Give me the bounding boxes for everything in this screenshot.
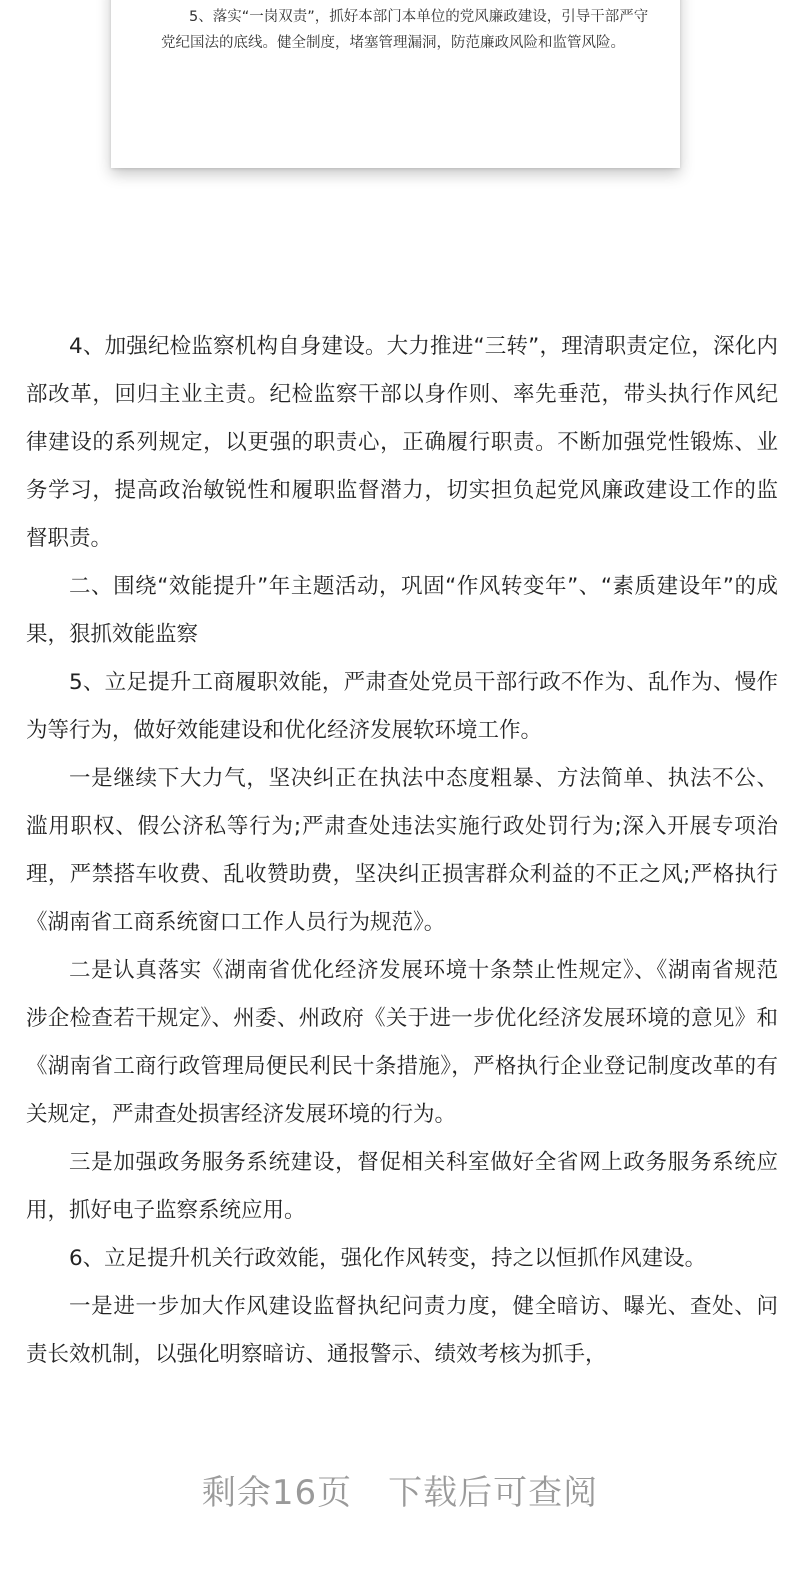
download-prompt[interactable] — [0, 1465, 800, 1514]
paragraph-5: 5、立足提升工商履职效能，严肃查处党员干部行政不作为、乱作为、慢作为等行为，做好效能建设和优化经济发展软环境工作。 — [26, 670, 778, 743]
remaining-pages-label: 剩余16页 — [201, 1473, 353, 1513]
paragraph-5-item-1: 一是继续下大力气，坚决纠正在执法中态度粗暴、方法简单、执法不公、滥用职权、假公济私等行为;严肃查处违法实施行政处罚行为;深入开展专项治理，严禁搭车收费、乱收赞助费，坚决纠正损害群众利益的不正之风;严格执行《湖南省工商系统窗口工作人员行为规范》。 — [26, 766, 778, 935]
paragraph-5-item-3: 三是加强政务服务系统建设，督促相关科室做好全省网上政务服务系统应用，抓好电子监察系统应用。 — [26, 1150, 778, 1223]
paragraph-6-item-1: 一是进一步加大作风建设监督执纪问责力度，健全暗访、曝光、查处、问责长效机制，以强化明察暗访、通报警示、绩效考核为抓手， — [26, 1294, 778, 1367]
paragraph-5-item-2: 二是认真落实《湖南省优化经济发展环境十条禁止性规定》、《湖南省规范涉企检查若干规定》、州委、州政府《关于进一步优化经济发展环境的意见》和《湖南省工商行政管理局便民利民十条措施》，严格执行企业登记制度改革的有关规定，严肃查处损害经济发展环境的行为。 — [26, 958, 778, 1127]
download-to-view-label: 下载后可查阅 — [388, 1473, 599, 1513]
section-heading-2: 二、围绕“效能提升”年主题活动，巩固“作风转变年”、“素质建设年”的成果，狠抓效能监察 — [26, 574, 778, 647]
previous-page-paragraph: 5、落实“一岗双责”，抓好本部门本单位的党风廉政建设，引导干部严守党纪国法的底线。健全制度，堵塞管理漏洞，防范廉政风险和监管风险。 — [161, 9, 649, 51]
paragraph-6: 6、立足提升机关行政效能，强化作风转变，持之以恒抓作风建设。 — [69, 1246, 707, 1271]
previous-page-text — [161, 4, 651, 56]
document-body — [26, 323, 778, 1379]
previous-page-card — [111, 0, 680, 168]
paragraph-4: 4、加强纪检监察机构自身建设。大力推进“三转”，理清职责定位，深化内部改革，回归主业主责。纪检监察干部以身作则、率先垂范，带头执行作风纪律建设的系列规定，以更强的职责心，正确履行职责。不断加强党性锻炼、业务学习，提高政治敏锐性和履职监督潜力，切实担负起党风廉政建设工作的监督职责。 — [26, 334, 778, 551]
